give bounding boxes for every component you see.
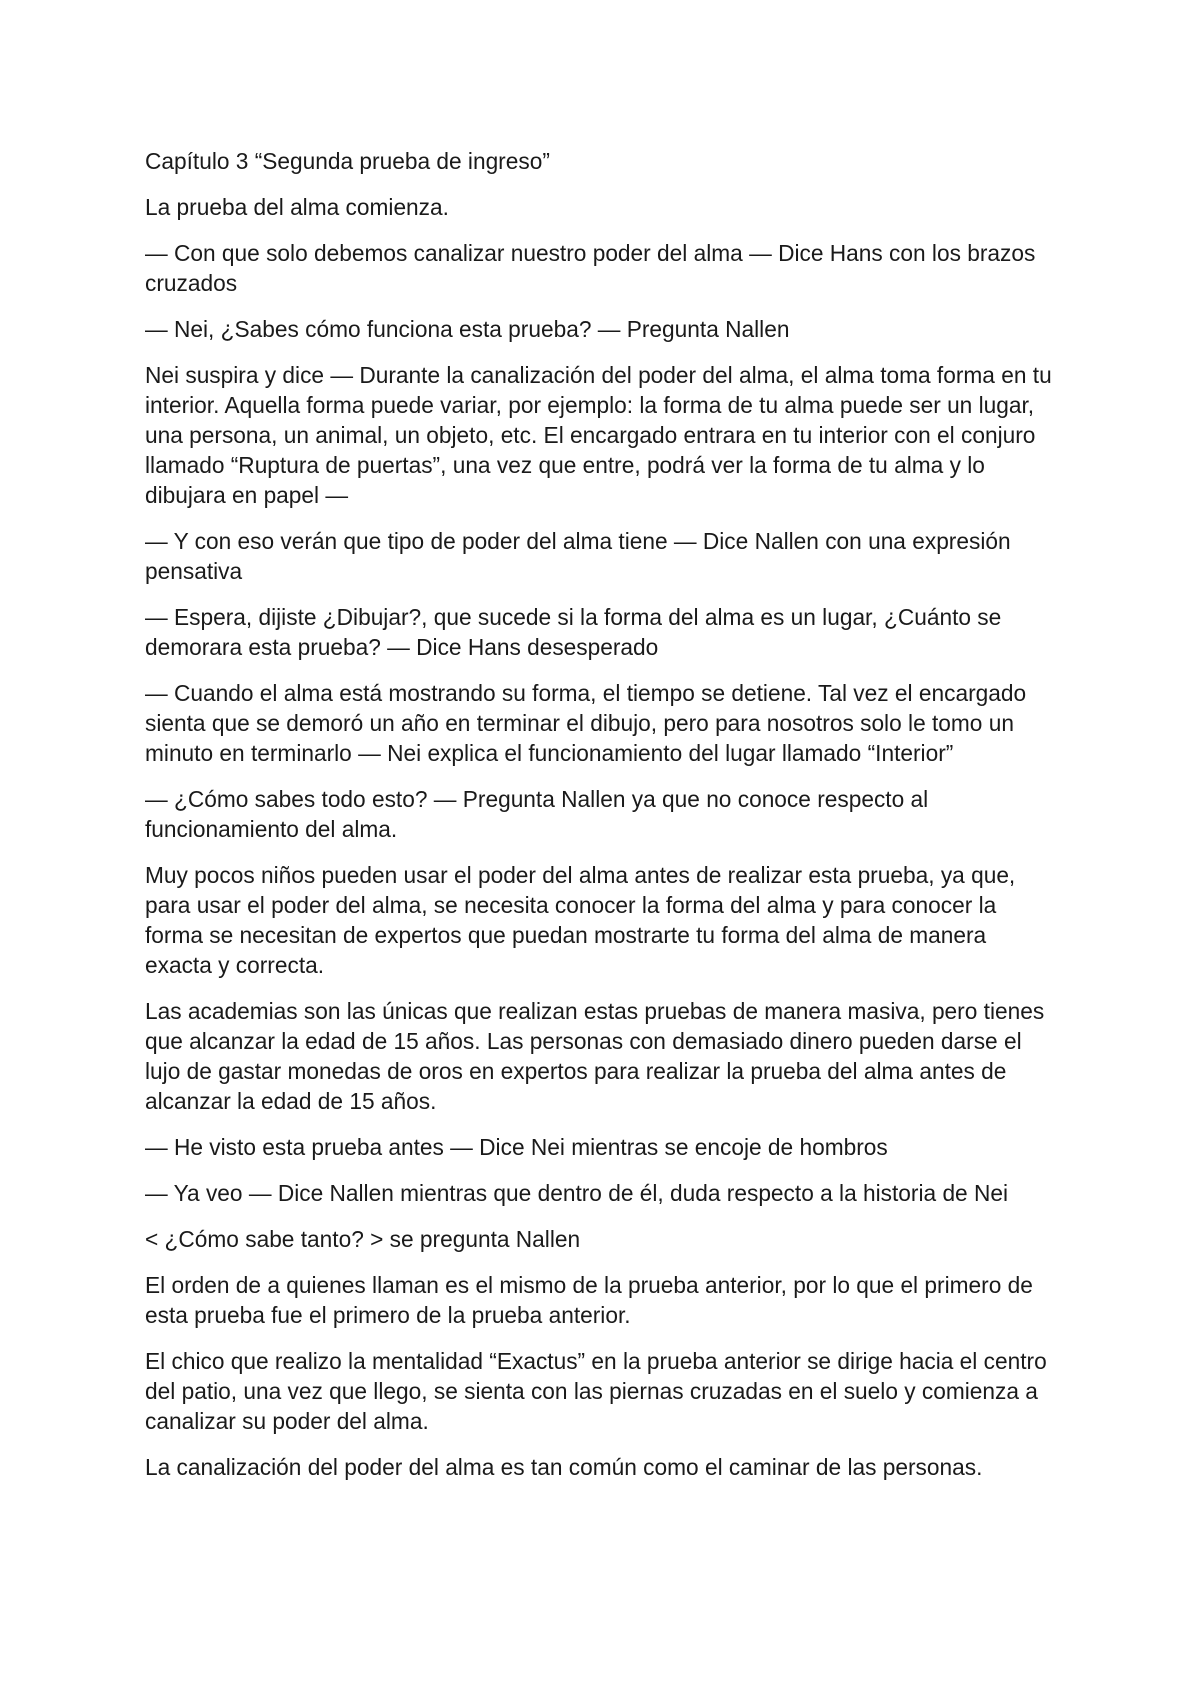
paragraph: — Y con eso verán que tipo de poder del alma tiene — Dice Nallen con una expresión pensativa xyxy=(145,528,1011,584)
paragraph: Las academias son las únicas que realizan estas pruebas de manera masiva, pero tienes que alcanzar la edad de 15 años. Las personas con demasiado dinero pueden darse el lujo de gastar monedas de oros en expertos para realizar la prueba del alma antes de alcanzar la edad de 15 años. xyxy=(145,998,1045,1114)
chapter-title: Capítulo 3 “Segunda prueba de ingreso” xyxy=(145,148,550,174)
document-body xyxy=(145,146,1057,1498)
paragraph: — Espera, dijiste ¿Dibujar?, que sucede si la forma del alma es un lugar, ¿Cuánto se demorara esta prueba? — Dice Hans desesperado xyxy=(145,604,1002,660)
paragraph: La prueba del alma comienza. xyxy=(145,194,449,220)
paragraph: < ¿Cómo sabe tanto? > se pregunta Nallen xyxy=(145,1226,581,1252)
paragraph: — ¿Cómo sabes todo esto? — Pregunta Nallen ya que no conoce respecto al funcionamiento del alma. xyxy=(145,786,929,842)
paragraph: Nei suspira y dice — Durante la canalización del poder del alma, el alma toma forma en tu interior. Aquella forma puede variar, por ejemplo: la forma de tu alma puede ser un lugar, una persona, un animal, un objeto, etc. El encargado entrara en tu interior con el conjuro llamado “Ruptura de puertas”, una vez que entre, podrá ver la forma de tu alma y lo dibujara en papel — xyxy=(145,362,1052,508)
paragraph: Muy pocos niños pueden usar el poder del alma antes de realizar esta prueba, ya que, para usar el poder del alma, se necesita conocer la forma del alma y para conocer la forma se necesitan de expertos que puedan mostrarte tu forma del alma de manera exacta y correcta. xyxy=(145,862,1016,978)
paragraph: El orden de a quienes llaman es el mismo de la prueba anterior, por lo que el primero de esta prueba fue el primero de la prueba anterior. xyxy=(145,1272,1033,1328)
paragraph: — Ya veo — Dice Nallen mientras que dentro de él, duda respecto a la historia de Nei xyxy=(145,1180,1009,1206)
paragraph: La canalización del poder del alma es tan común como el caminar de las personas. xyxy=(145,1454,983,1480)
paragraph: — He visto esta prueba antes — Dice Nei mientras se encoje de hombros xyxy=(145,1134,888,1160)
paragraph: — Nei, ¿Sabes cómo funciona esta prueba? — Pregunta Nallen xyxy=(145,316,790,342)
paragraph: El chico que realizo la mentalidad “Exactus” en la prueba anterior se dirige hacia el centro del patio, una vez que llego, se sienta con las piernas cruzadas en el suelo y comienza a canalizar su poder del alma. xyxy=(145,1348,1047,1434)
paragraph: — Cuando el alma está mostrando su forma, el tiempo se detiene. Tal vez el encargado sienta que se demoró un año en terminar el dibujo, pero para nosotros solo le tomo un minuto en terminarlo — Nei explica el funcionamiento del lugar llamado “Interior” xyxy=(145,680,1027,766)
paragraph: — Con que solo debemos canalizar nuestro poder del alma — Dice Hans con los brazos cruzados xyxy=(145,240,1036,296)
